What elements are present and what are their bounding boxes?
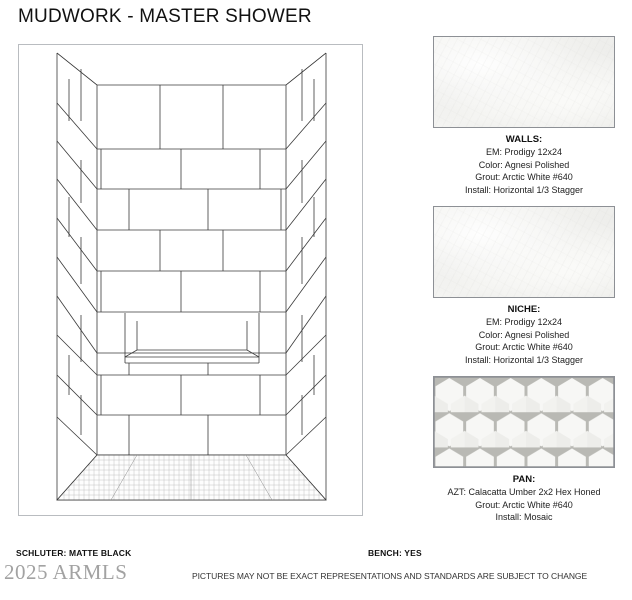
walls-spec-line-1: EM: Prodigy 12x24 bbox=[485, 147, 563, 157]
pan-spec-line-3: Install: Mosaic bbox=[495, 512, 553, 522]
niche-spec-line-2: Color: Agnesi Polished bbox=[478, 329, 570, 340]
niche-spec-line-1: EM: Prodigy 12x24 bbox=[485, 317, 563, 327]
pan-hex-mosaic-swatch bbox=[433, 376, 615, 468]
walls-spec-line-3: Grout: Arctic White #640 bbox=[475, 172, 573, 182]
shower-perspective-drawing bbox=[19, 45, 364, 517]
niche-spec-line-4: Install: Horizontal 1/3 Stagger bbox=[464, 354, 584, 365]
bench-label: BENCH: YES bbox=[368, 548, 422, 558]
walls-spec-line-4: Install: Horizontal 1/3 Stagger bbox=[464, 184, 584, 195]
hex-mosaic-pattern bbox=[434, 377, 614, 467]
pan-spec-line-1: AZT: Calacatta Umber 2x2 Hex Honed bbox=[447, 487, 601, 497]
pan-spec-line-2: Grout: Arctic White #640 bbox=[475, 499, 573, 510]
spec-block-niche bbox=[424, 206, 624, 366]
spec-block-walls bbox=[424, 36, 624, 196]
niche-spec-line-3: Grout: Arctic White #640 bbox=[475, 342, 573, 352]
niche-spec-title: NICHE: bbox=[507, 304, 541, 315]
disclaimer-text: PICTURES MAY NOT BE EXACT REPRESENTATIONS AND STANDARDS ARE SUBJECT TO CHANGE bbox=[192, 571, 588, 581]
armls-watermark: 2025 ARMLS bbox=[4, 560, 128, 584]
page-title: MUDWORK - MASTER SHOWER bbox=[18, 6, 312, 27]
walls-spec-title: WALLS: bbox=[505, 134, 543, 145]
schluter-label: SCHLUTER: MATTE BLACK bbox=[16, 548, 132, 558]
niche-tile-swatch bbox=[433, 206, 615, 298]
walls-spec-line-2: Color: Agnesi Polished bbox=[478, 159, 570, 170]
shower-pan-floor bbox=[57, 455, 326, 500]
pan-spec-title: PAN: bbox=[512, 474, 536, 485]
walls-tile-swatch bbox=[433, 36, 615, 128]
shower-diagram-frame bbox=[18, 44, 363, 516]
spec-block-pan bbox=[424, 376, 624, 524]
